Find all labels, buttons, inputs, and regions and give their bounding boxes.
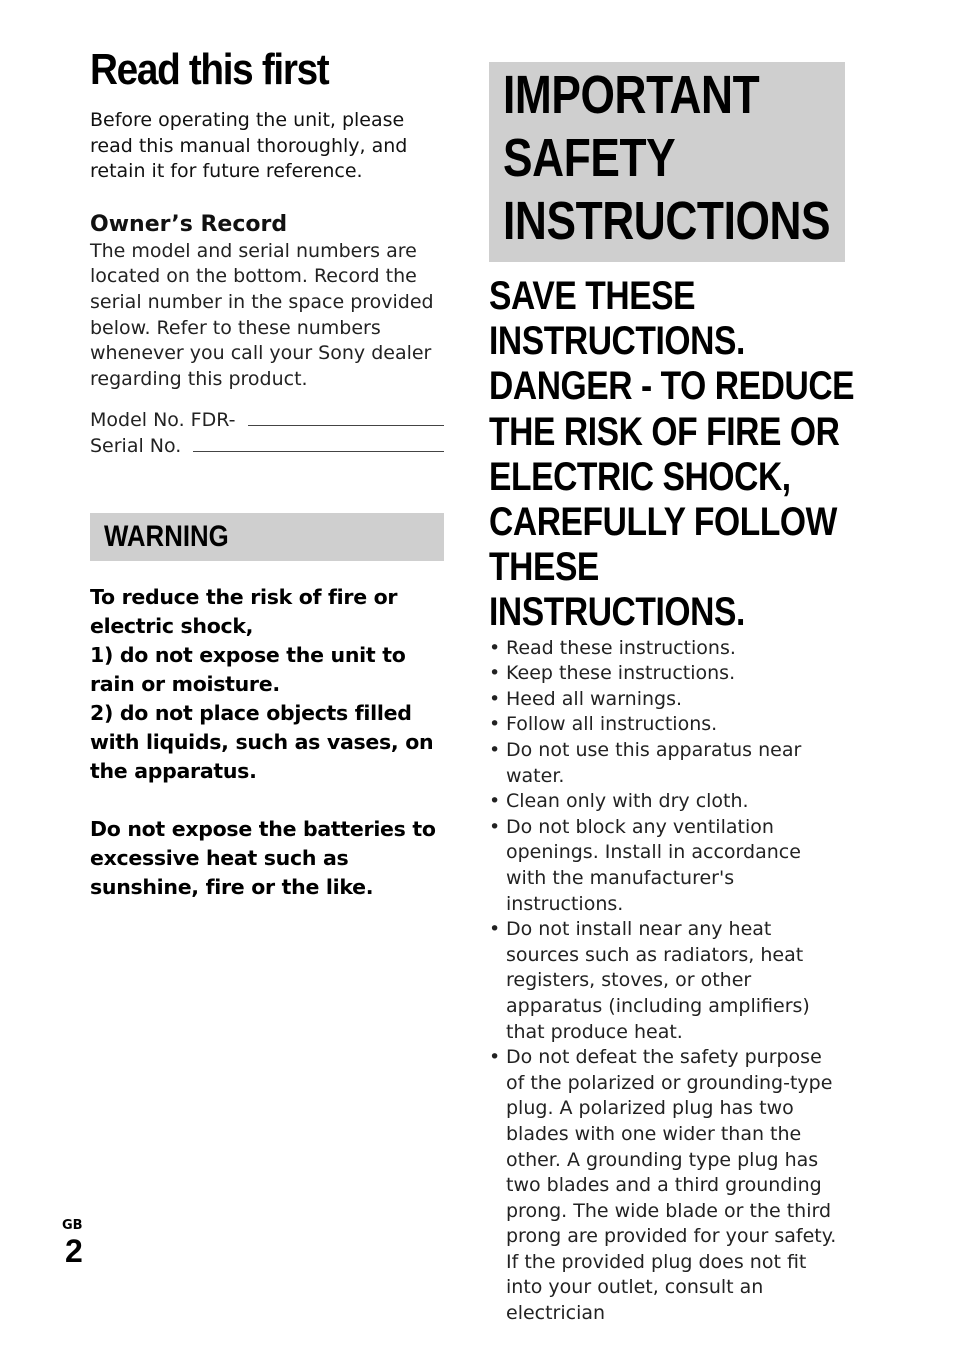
instruction-list xyxy=(489,636,845,1327)
list-item-text: Clean only with dry cloth. xyxy=(506,790,749,813)
list-item xyxy=(489,789,845,815)
model-number-label: Model No. FDR- xyxy=(90,408,236,431)
list-item-text: Heed all warnings. xyxy=(506,687,683,710)
safety-title-line: INSTRUCTIONS xyxy=(503,191,831,251)
model-number-field xyxy=(90,407,444,433)
warning-label: WARNING xyxy=(104,519,229,553)
list-item xyxy=(489,687,845,713)
save-line: SAVE THESE xyxy=(489,274,696,318)
bullet-icon: • xyxy=(489,739,501,761)
bullet-icon: • xyxy=(489,1046,501,1069)
warning-line-1: To reduce the risk of fire or electric shock, xyxy=(90,584,398,638)
bullet-icon: • xyxy=(489,918,501,941)
save-line: THESE xyxy=(489,545,599,590)
serial-number-field xyxy=(90,433,444,459)
list-item xyxy=(489,712,845,738)
warning-banner xyxy=(90,513,444,561)
safety-title xyxy=(503,64,831,253)
model-number-blank xyxy=(248,425,444,426)
page-footer xyxy=(62,1218,92,1268)
list-item-text: Do not use this apparatus near water. xyxy=(506,739,802,787)
save-line: ELECTRIC SHOCK, xyxy=(489,454,791,499)
list-item-text: Read these instructions. xyxy=(506,636,736,659)
language-code: GB xyxy=(62,1218,83,1233)
safety-title-line: SAFETY xyxy=(503,128,676,188)
warning-paragraph-1 xyxy=(90,583,444,786)
list-item xyxy=(489,1045,845,1327)
list-item xyxy=(489,661,845,687)
serial-number-blank xyxy=(193,451,444,452)
page-number: 2 xyxy=(65,1233,83,1269)
bullet-icon: • xyxy=(489,713,501,736)
save-line: THE RISK OF FIRE OR xyxy=(489,409,840,454)
list-item-text: Do not block any ventilation openings. Install in accordance with the manufacturer's instructions. xyxy=(506,815,801,915)
bullet-icon: • xyxy=(489,662,501,685)
save-line: CAREFULLY FOLLOW xyxy=(489,500,837,545)
list-item xyxy=(489,636,845,662)
safety-title-line: IMPORTANT xyxy=(503,65,760,125)
list-item xyxy=(489,917,845,1045)
bullet-icon: • xyxy=(489,790,501,813)
right-column xyxy=(489,62,855,1327)
owners-record-heading: Owner’s Record xyxy=(90,211,288,237)
bullet-icon: • xyxy=(489,636,501,659)
list-item xyxy=(489,738,845,789)
warning-line-3: 2) do not place objects filled with liquids, such as vases, on the apparatus. xyxy=(90,700,434,783)
warning-line-2: 1) do not expose the unit to rain or moisture. xyxy=(90,642,406,696)
save-line: DANGER - TO REDUCE xyxy=(489,364,855,409)
warning-paragraph-2: Do not expose the batteries to excessive heat such as sunshine, fire or the like. xyxy=(90,816,436,899)
left-column xyxy=(90,40,444,902)
list-item-text: Do not defeat the safety purpose of the polarized or grounding-type plug. A polarized plug has two blades with one wider than the other. A grounding type plug has two blades and a third grounding prong. The wide blade or the third prong are provided for your safety. If the provided plug does not fit into your outlet, consult an electrician xyxy=(506,1046,837,1325)
record-fields xyxy=(90,407,444,459)
save-instructions-heading xyxy=(489,274,855,636)
list-item-text: Keep these instructions. xyxy=(506,662,736,685)
bullet-icon: • xyxy=(489,815,501,838)
safety-title-box xyxy=(489,62,845,262)
page-title: Read this first xyxy=(90,45,329,94)
list-item xyxy=(489,815,845,917)
list-item-text: Follow all instructions. xyxy=(506,713,718,736)
intro-paragraph: Before operating the unit, please read this manual thoroughly, and retain it for future reference. xyxy=(90,109,408,182)
owners-record-text: The model and serial numbers are located on the bottom. Record the serial number in the space provided below. Refer to these numbers whenever you call your Sony dealer regarding this product. xyxy=(90,239,434,391)
save-line: INSTRUCTIONS. xyxy=(489,319,745,364)
list-item-text: Do not install near any heat sources such as radiators, heat registers, stoves, or other apparatus (including amplifiers) that produce heat. xyxy=(506,918,810,1043)
bullet-icon: • xyxy=(489,687,501,710)
save-line: INSTRUCTIONS. xyxy=(489,590,745,635)
serial-number-label: Serial No. xyxy=(90,434,182,457)
